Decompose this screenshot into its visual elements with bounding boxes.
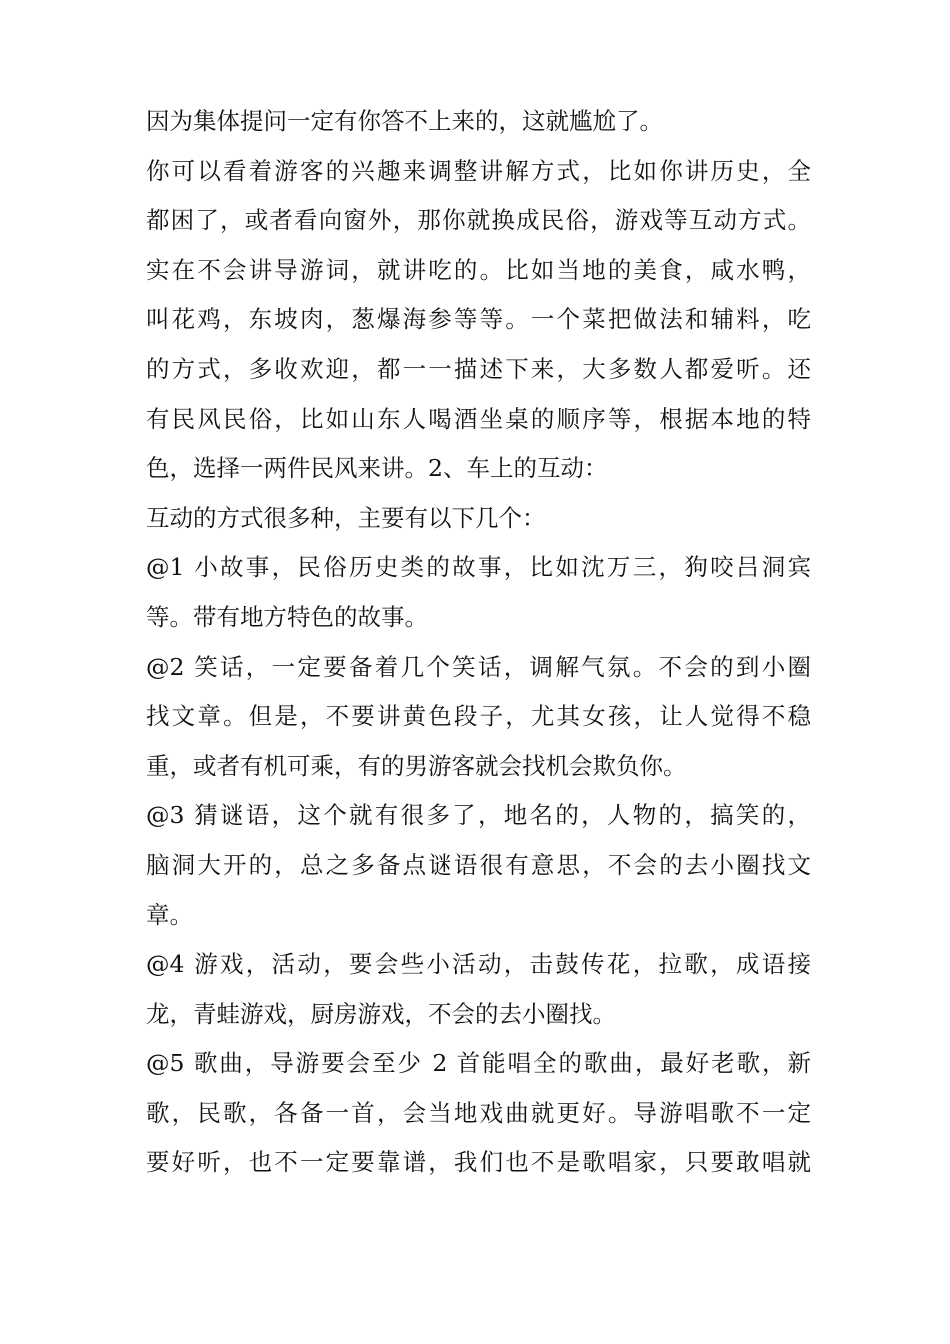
text-line: 实在不会讲导游词，就讲吃的。比如当地的美食，咸水鸭， xyxy=(146,255,811,284)
text-line: @2 笑话，一定要备着几个笑话，调解气氛。不会的到小圈 xyxy=(146,652,811,681)
text-line: 互动的方式很多种，主要有以下几个： xyxy=(146,503,546,532)
text-line: 等。带有地方特色的故事。 xyxy=(146,602,428,631)
text-line: 都困了，或者看向窗外，那你就换成民俗，游戏等互动方式。 xyxy=(146,206,811,235)
text-line: @3 猜谜语，这个就有很多了，地名的，人物的，搞笑的， xyxy=(146,801,811,830)
text-line: 重，或者有机可乘，有的男游客就会找机会欺负你。 xyxy=(146,751,687,780)
text-line: 的方式，多收欢迎，都一一描述下来，大多数人都爱听。还 xyxy=(146,354,811,383)
text-line: 歌，民歌，各备一首，会当地戏曲就更好。导游唱歌不一定 xyxy=(146,1098,811,1127)
text-line: @1 小故事，民俗历史类的故事，比如沈万三，狗咬吕洞宾 xyxy=(146,553,811,582)
text-line: 你可以看着游客的兴趣来调整讲解方式，比如你讲历史，全 xyxy=(146,156,811,185)
text-line: 有民风民俗，比如山东人喝酒坐桌的顺序等，根据本地的特 xyxy=(146,404,811,433)
text-line: @4 游戏，活动，要会些小活动，击鼓传花，拉歌，成语接 xyxy=(146,950,811,979)
text-line: @5 歌曲，导游要会至少 2 首能唱全的歌曲，最好老歌，新 xyxy=(146,1049,811,1078)
text-line: 龙，青蛙游戏，厨房游戏，不会的去小圈找。 xyxy=(146,999,616,1028)
text-line: 因为集体提问一定有你答不上来的，这就尴尬了。 xyxy=(146,107,663,135)
text-line: 章。 xyxy=(146,900,193,929)
text-line: 要好听，也不一定要靠谱，我们也不是歌唱家，只要敢唱就 xyxy=(146,1148,811,1177)
body-text xyxy=(146,97,811,1188)
text-line: 叫花鸡，东坡肉，葱爆海参等等。一个菜把做法和辅料，吃 xyxy=(146,305,811,334)
text-line: 色，选择一两件民风来讲。2、车上的互动： xyxy=(146,454,608,483)
text-line: 找文章。但是，不要讲黄色段子，尤其女孩，让人觉得不稳 xyxy=(146,702,811,731)
text-line: 脑洞大开的，总之多备点谜语很有意思，不会的去小圈找文 xyxy=(146,850,811,879)
